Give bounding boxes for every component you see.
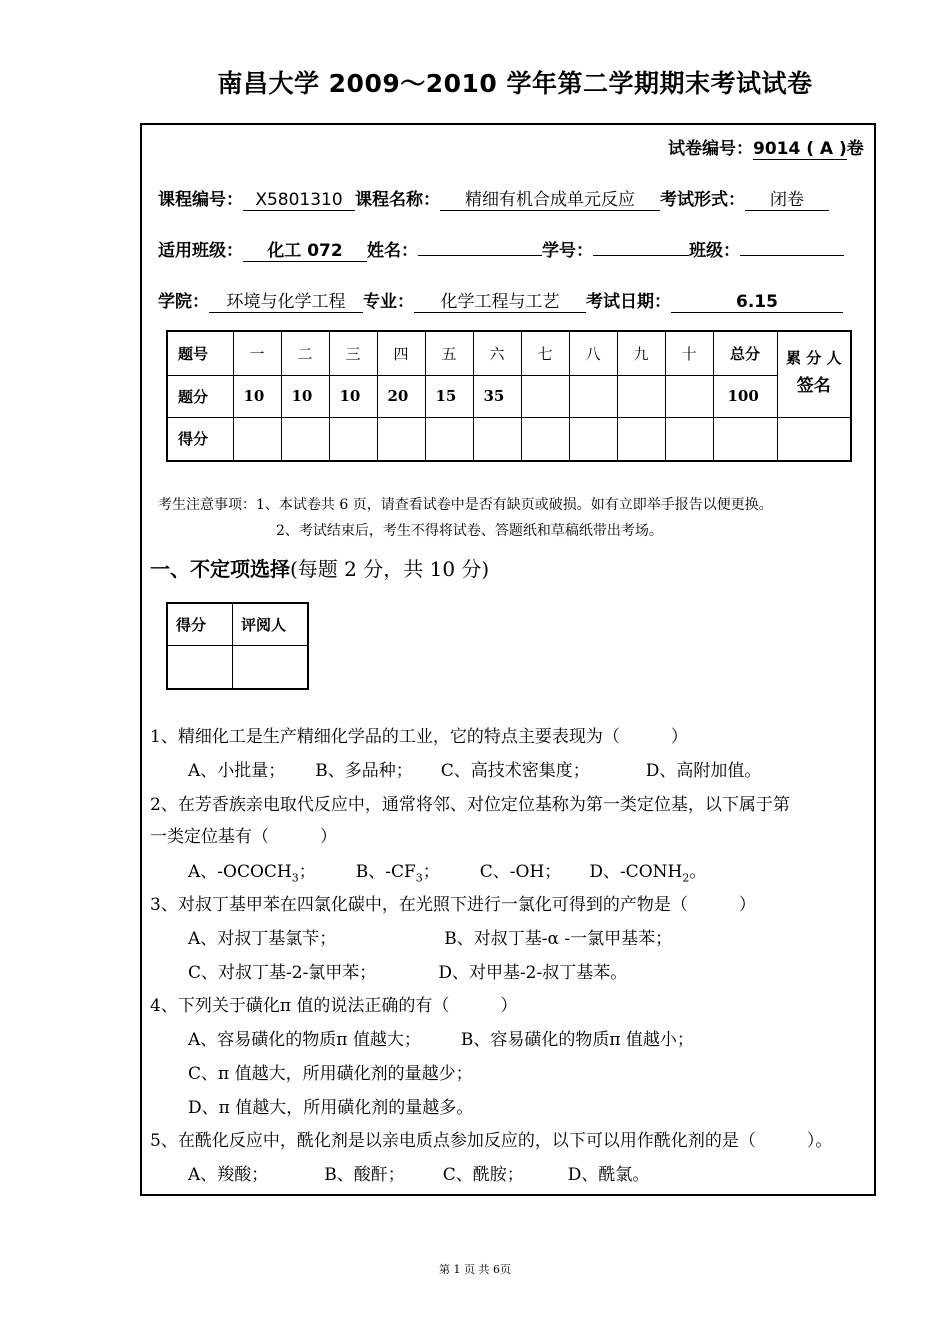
- page-footer: 第 1 页 共 6页: [439, 1263, 511, 1276]
- question-3: 3、对叔丁基甲苯在四氯化碳中，在光照下进行一氯化可得到的产物是（ ）: [150, 895, 756, 915]
- section-1-title: 一、不定项选择: [150, 557, 290, 581]
- option-a: A、羧酸；: [188, 1165, 269, 1185]
- question-no-cell: 三: [329, 331, 377, 375]
- points-cell: 15: [425, 375, 473, 417]
- class-row: [158, 236, 844, 262]
- option-c: C、-OH；: [479, 862, 562, 882]
- score-cell[interactable]: [473, 417, 521, 461]
- score-cell[interactable]: [569, 417, 617, 461]
- major-value: 化学工程与工艺: [414, 287, 586, 313]
- option-c: C、酰胺；: [442, 1165, 524, 1185]
- points-cell: [665, 375, 713, 417]
- points-cell: 10: [329, 375, 377, 417]
- grade-reviewer-cell[interactable]: [233, 645, 309, 689]
- option-b: B、对叔丁基-α -一氯甲基苯；: [444, 929, 673, 949]
- score-cell[interactable]: [425, 417, 473, 461]
- course-name-label: 课程名称：: [355, 190, 440, 210]
- grade-box: [166, 602, 309, 690]
- question-4-options-ab: [188, 1025, 694, 1050]
- question-2-line-1: 2、在芳香族亲电取代反应中，通常将邻、对位定位基称为第一类定位基，以下属于第: [150, 795, 790, 815]
- question-no-cell: 九: [617, 331, 665, 375]
- student-name-label: 姓名：: [367, 241, 418, 261]
- option-d: D、高附加值。: [645, 761, 762, 781]
- exam-notes: [158, 492, 773, 544]
- school-label: 学院：: [158, 292, 209, 312]
- points-cell: [569, 375, 617, 417]
- paper-number-row: [668, 134, 864, 160]
- course-code-label: 课程编号：: [158, 190, 243, 210]
- course-name-value: 精细有机合成单元反应: [440, 185, 660, 211]
- question-2-line-2: 一类定位基有（ ）: [150, 827, 337, 847]
- points-cell: 20: [377, 375, 425, 417]
- option-a: A、容易磺化的物质π 值越大；: [188, 1030, 421, 1050]
- question-4: 4、下列关于磺化π 值的说法正确的有（ ）: [150, 996, 518, 1016]
- note-line-2: 2、考试结束后，考生不得将试卷、答题纸和草稿纸带出考场。: [276, 523, 663, 539]
- exam-date-value: 6.15: [671, 292, 843, 313]
- question-no-cell: 一: [233, 331, 281, 375]
- school-value: 环境与化学工程: [209, 287, 363, 313]
- section-1-note: (每题 2 分，共 10 分): [290, 557, 490, 581]
- points-cell: 10: [233, 375, 281, 417]
- score-table-row-score: [167, 417, 851, 461]
- exam-form-value: 闭卷: [745, 185, 829, 211]
- option-c: C、对叔丁基-2-氯甲苯；: [188, 963, 377, 983]
- section-1-heading: [150, 553, 489, 582]
- note-line-1: 考生注意事项：1、本试卷共 6 页，请查看试卷中是否有缺页或破损。如有立即举手报告以便更换。: [158, 497, 773, 513]
- student-name-field: [418, 255, 542, 256]
- class-value: 化工 072: [243, 236, 367, 262]
- grade-score-cell[interactable]: [167, 645, 233, 689]
- option-c: C、高技术密集度；: [440, 761, 590, 781]
- score-cell[interactable]: [665, 417, 713, 461]
- course-row: [158, 185, 829, 211]
- row-label-points: 题分: [167, 375, 233, 417]
- paper-number-value: 9014 ( A ): [753, 139, 847, 159]
- option-b: B、容易磺化的物质π 值越小；: [460, 1030, 694, 1050]
- question-3-options-ab: [188, 924, 672, 949]
- question-no-cell: 二: [281, 331, 329, 375]
- signature-header-cell: [777, 331, 851, 417]
- question-1-options: [188, 756, 761, 781]
- option-b: B、酸酐；: [324, 1165, 405, 1185]
- total-score-cell[interactable]: [713, 417, 777, 461]
- points-cell: 35: [473, 375, 521, 417]
- option-b: B、$-CF_3$；: [355, 862, 440, 885]
- option-d: D、酰氯。: [567, 1165, 650, 1185]
- question-no-cell: 八: [569, 331, 617, 375]
- question-5-options: [188, 1160, 649, 1185]
- student-id-label: 学号：: [542, 241, 593, 261]
- question-1: 1、精细化工是生产精细化学品的工业，它的特点主要表现为（ ）: [150, 727, 688, 747]
- student-id-field: [593, 255, 689, 256]
- grade-score-label: 得分: [167, 603, 233, 645]
- exam-date-label: 考试日期：: [586, 292, 671, 312]
- score-cell[interactable]: [521, 417, 569, 461]
- question-no-cell: 十: [665, 331, 713, 375]
- question-2-options: [188, 857, 706, 884]
- total-label-cell: 总分: [713, 331, 777, 375]
- department-row: [158, 287, 843, 313]
- option-b: B、多品种；: [315, 761, 413, 781]
- score-cell[interactable]: [233, 417, 281, 461]
- score-table-row-points: [167, 375, 851, 417]
- row-label-question-no: 题号: [167, 331, 233, 375]
- paper-number-label: 试卷编号：: [668, 139, 753, 159]
- question-no-cell: 七: [521, 331, 569, 375]
- option-a: A、对叔丁基氯苄；: [188, 929, 337, 949]
- signature-cell[interactable]: [777, 417, 851, 461]
- signature-label-2: 签名: [796, 376, 831, 396]
- course-code-value: X5801310: [243, 190, 355, 211]
- option-a: A、$-OCOCH_3$；: [188, 862, 316, 885]
- question-no-cell: 四: [377, 331, 425, 375]
- question-no-cell: 六: [473, 331, 521, 375]
- question-4-option-d: D、π 值越大，所用磺化剂的量越多。: [188, 1098, 474, 1118]
- question-4-option-c: C、π 值越大，所用磺化剂的量越少；: [188, 1064, 473, 1084]
- question-3-options-cd: [188, 958, 627, 983]
- grade-reviewer-label: 评阅人: [233, 603, 309, 645]
- score-table: [166, 330, 852, 462]
- option-a: A、小批量；: [188, 761, 286, 781]
- score-table-row-numbers: [167, 331, 851, 375]
- points-cell: [521, 375, 569, 417]
- score-cell[interactable]: [329, 417, 377, 461]
- points-cell: [617, 375, 665, 417]
- class-label: 适用班级：: [158, 241, 243, 261]
- score-cell[interactable]: [617, 417, 665, 461]
- signature-label-1: 累 分 人: [786, 349, 842, 367]
- exam-form-label: 考试形式：: [660, 190, 745, 210]
- option-d: D、对甲基-2-叔丁基苯。: [438, 963, 628, 983]
- exam-title: 南昌大学 2009～2010 学年第二学期期末考试试卷: [217, 69, 813, 98]
- points-cell: 10: [281, 375, 329, 417]
- major-label: 专业：: [363, 292, 414, 312]
- question-no-cell: 五: [425, 331, 473, 375]
- row-label-score: 得分: [167, 417, 233, 461]
- score-cell[interactable]: [377, 417, 425, 461]
- banji-label: 班级：: [689, 241, 740, 261]
- question-5: 5、在酰化反应中，酰化剂是以亲电质点参加反应的，以下可以用作酰化剂的是（ ）。: [150, 1131, 833, 1151]
- total-points-cell: 100: [713, 375, 777, 417]
- paper-number-suffix: 卷: [846, 139, 864, 159]
- option-d: D、$-CONH_2$。: [589, 862, 707, 885]
- banji-field: [740, 255, 844, 256]
- score-cell[interactable]: [281, 417, 329, 461]
